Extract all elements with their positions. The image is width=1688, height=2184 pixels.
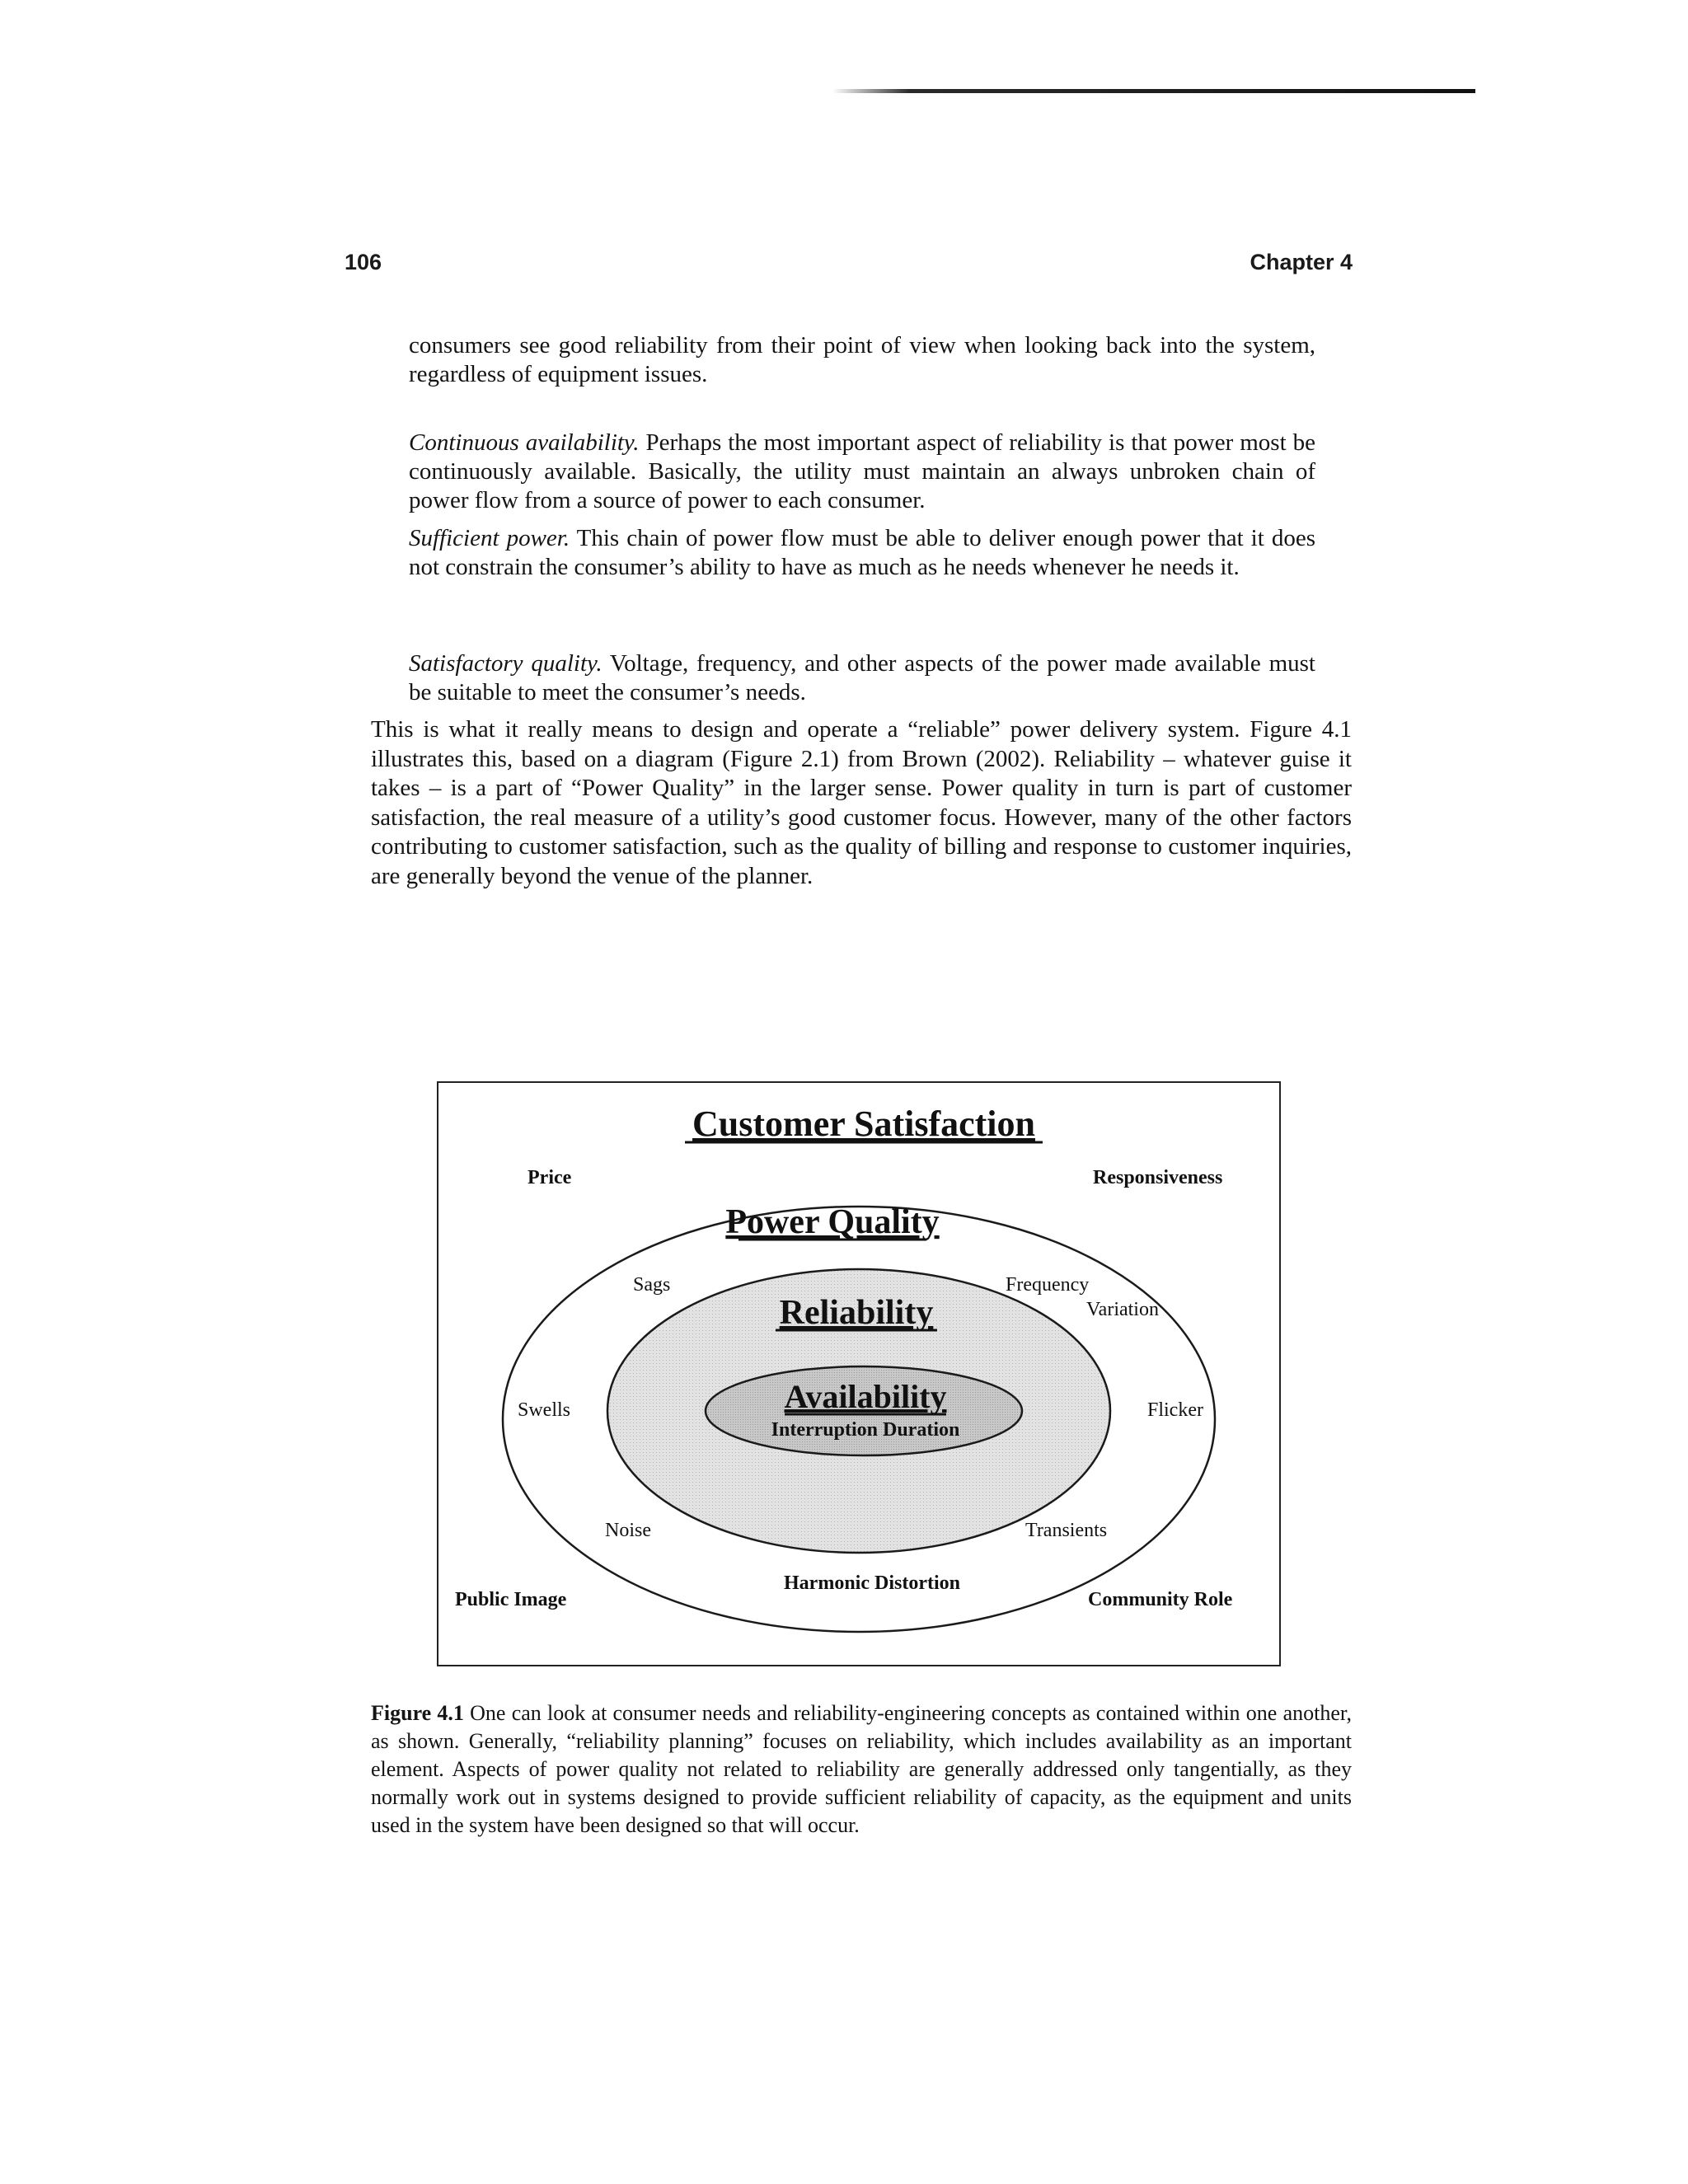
label-price: Price [528, 1167, 572, 1188]
paragraph-continuous-availability [409, 429, 1315, 515]
label-flicker: Flicker [1147, 1399, 1203, 1421]
paragraph-text: Perhaps the most important aspect of reliability is that power most be continuously available. Basically, the utility must maintain an always unbroken chain of power flow from a source of power to each consumer. [409, 429, 1315, 513]
term-continuous-availability: Continuous availability. [409, 429, 640, 456]
label-sags: Sags [633, 1274, 671, 1296]
label-variation: Variation [1086, 1299, 1159, 1320]
label-noise: Noise [605, 1520, 651, 1541]
title-reliability: Reliability [779, 1294, 934, 1332]
chapter-label: Chapter 4 [1250, 250, 1353, 274]
nested-ellipse-diagram [438, 1083, 1279, 1665]
page-number: 106 [345, 250, 382, 274]
label-community-role: Community Role [1088, 1589, 1233, 1610]
label-public-image: Public Image [455, 1589, 567, 1610]
term-sufficient-power: Sufficient power. [409, 525, 570, 551]
label-harmonic-distortion: Harmonic Distortion [784, 1572, 960, 1594]
paragraph-text: Voltage, frequency, and other aspects of the power made available must be suitable to meet the consumer’s needs. [409, 650, 1315, 705]
figure-4-1 [437, 1081, 1281, 1666]
paragraph-text: This chain of power flow must be able to deliver enough power that it does not constrain the consumer’s ability to have as much as he needs whenever he needs it. [409, 525, 1315, 580]
paragraph-reliable-system [371, 715, 1352, 891]
paragraph-sufficient-power [409, 524, 1315, 582]
term-satisfactory-quality: Satisfactory quality. [409, 650, 603, 677]
paragraph-text: consumers see good reliability from their point of view when looking back into the system, regardless of equipment issues. [409, 332, 1315, 387]
paragraph-satisfactory-quality [409, 649, 1315, 707]
label-swells: Swells [518, 1399, 571, 1421]
label-interruption-duration: Interruption Duration [771, 1419, 960, 1441]
top-rule [832, 89, 1475, 93]
figure-caption [371, 1699, 1352, 1840]
label-responsiveness: Responsiveness [1093, 1167, 1223, 1188]
paragraph-consumers [409, 331, 1315, 389]
label-transients: Transients [1025, 1520, 1108, 1541]
paragraph-text: This is what it really means to design and operate a “reliable” power delivery system. Figure 4.1 illustrates this, based on a diagram (Figure 2.1) from Brown (2002). Reliability – whatever guise it takes – is a part of “Power Quality” in the larger sense. Power quality in turn is part of customer satisfaction, the real measure of a utility’s good customer focus. However, many of the other factors contributing to customer satisfaction, such as the quality of billing and response to customer inquiries, are generally beyond the venue of the planner. [371, 716, 1352, 889]
title-availability: Availability [784, 1378, 947, 1415]
title-power-quality: Power Quality [725, 1203, 940, 1241]
caption-text: One can look at consumer needs and reliability-engineering concepts as contained within one another, as shown. Generally, “reliability planning” focuses on reliability, which includes availability as an important element. Aspects of power quality not related to reliability are generally addressed only tangentially, as they normally work out in systems designed to provide sufficient reliability of capacity, as the equipment and units used in the system have been designed so that will occur. [371, 1701, 1352, 1837]
label-frequency: Frequency [1006, 1274, 1090, 1296]
title-customer-satisfaction: Customer Satisfaction [692, 1104, 1035, 1144]
figure-label: Figure 4.1 [371, 1701, 464, 1725]
